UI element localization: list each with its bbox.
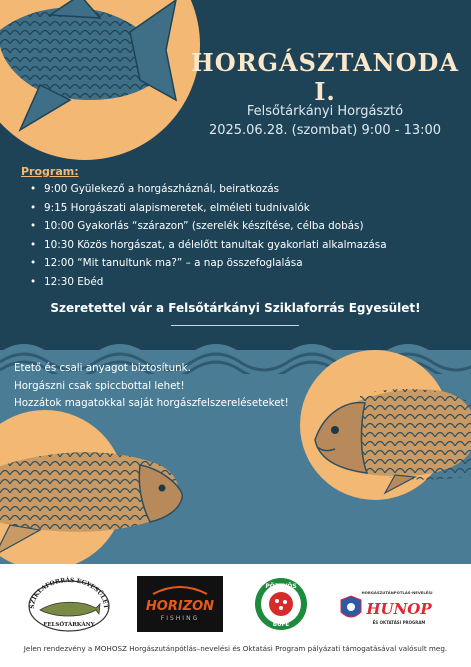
carp-illustration-right [305,365,471,495]
pottyos-logo-subtext: BÜFÉ [272,622,290,628]
sziklaforras-logo-top-text: SZIKLAFORRÁS EGYESÜLET [28,576,110,609]
hunop-logo-bottom-text: ÉS OKTATÁSI PROGRAM [372,620,426,625]
horizon-logo-subtext: FISHING [160,615,200,622]
info-block [14,360,289,413]
program-label: Program: [21,165,79,178]
program-item: • 9:15 Horgászati alapismeretek, elméleti tudnivalók [26,199,466,218]
event-datetime: 2025.06.28. (szombat) 9:00 - 13:00 [208,123,442,138]
event-location: Felsőtárkányi Horgásztó [246,104,404,119]
program-item: • 9:00 Gyülekező a horgászháznál, beiratkozás [26,180,466,199]
pottyos-logo-text: PÖTTYÖS [265,583,297,590]
carp-illustration-bottom [0,430,190,560]
program-item: • 10:30 Közös horgászat, a délelőtt tanultak gyakorlati alkalmazása [26,236,466,255]
hunop-logo [337,586,445,630]
sziklaforras-logo-bottom-text: FELSŐTÁRKÁNY [43,622,95,628]
horizon-fishing-logo [137,576,223,632]
info-line: Hozzátok magatokkal saját horgászfelszereléseteket! [14,397,289,409]
hunop-logo-top-text: HORGÁSZUTÁNPÓTLÁS-NEVELÉSI [361,590,433,595]
footer-note: Jelen rendezvény a MOHOSZ Horgászutánpótlás–nevelési és Oktatási Program pályázati támogatásával valósult meg. [23,644,448,653]
program-item: • 12:00 “Mit tanultunk ma?” – a nap összefoglalása [26,254,466,273]
hunop-logo-text: HUNOP [366,600,432,618]
event-title: HORGÁSZTANODA I. [191,48,459,106]
welcome-message: Szeretettel vár a Felsőtárkányi Sziklaforrás Egyesület! [50,301,421,315]
info-line: Etető és csali anyagot biztosítunk. [14,362,191,374]
horizon-logo-text: HORIZON [145,599,215,614]
program-item: • 10:00 Gyakorlás “szárazon” (szerelék készítése, célba dobás) [26,217,466,236]
divider-line [171,325,299,326]
program-list [26,180,466,292]
info-line: Horgászni csak spiccbottal lehet! [14,379,185,392]
sziklaforras-logo [26,576,112,632]
event-details [190,102,460,140]
program-item: • 12:30 Ebéd [26,273,466,292]
carp-illustration-top [0,0,180,150]
pottyos-bufe-logo [251,576,311,632]
